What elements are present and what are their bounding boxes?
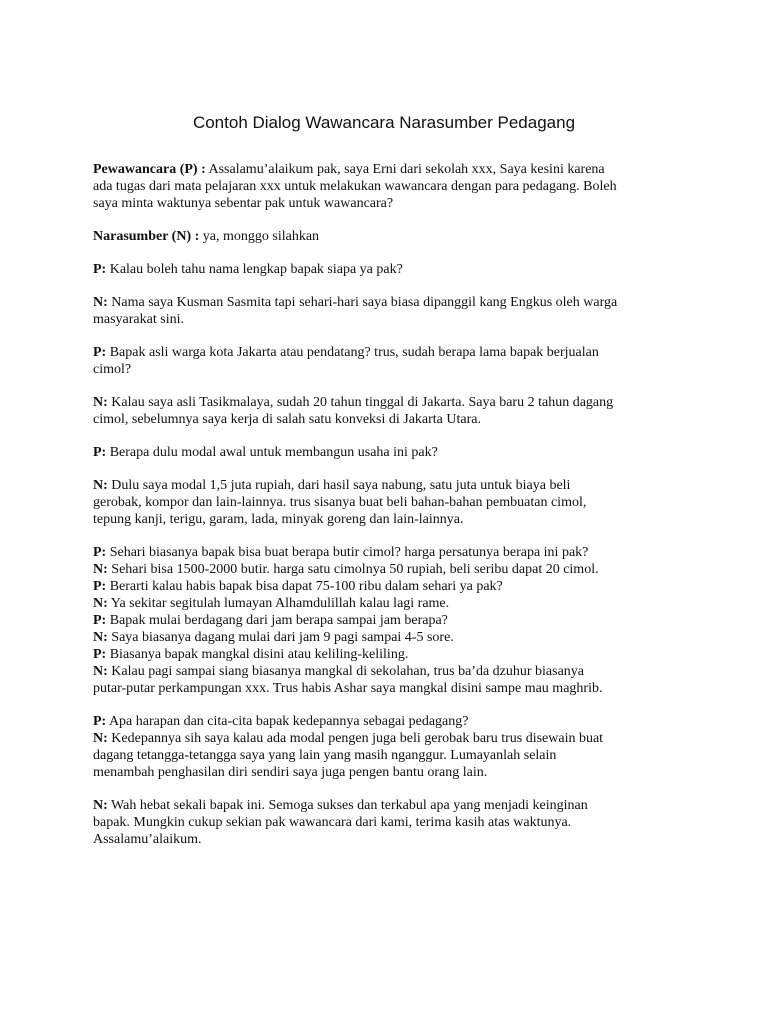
dialog-line — [93, 797, 683, 814]
dialog-text: Assalamu’alaikum pak, saya Erni dari sekolah xxx, Saya kesini karena — [205, 162, 605, 177]
dialog-line — [93, 195, 683, 212]
speaker-label: N: — [93, 664, 108, 679]
speaker-label: P: — [93, 579, 107, 594]
speaker-label: Narasumber (N) : — [93, 229, 200, 244]
dialog-line — [93, 411, 683, 428]
dialog-text: Wah hebat sekali bapak ini. Semoga sukses dan terkabul apa yang menjadi keinginan — [107, 798, 588, 813]
dialog-text: menambah penghasilan diri sendiri saya juga pengen bantu orang lain. — [93, 765, 488, 780]
dialog-paragraph — [93, 444, 683, 461]
dialog-text: Assalamu’alaikum. — [93, 832, 202, 847]
speaker-label: N: — [93, 731, 108, 746]
dialog-text: tepung kanji, terigu, garam, lada, minyak goreng dan lain-lainnya. — [93, 512, 464, 527]
dialog-line — [93, 764, 683, 781]
dialog-text: Sehari biasanya bapak bisa buat berapa butir cimol? harga persatunya berapa ini pak? — [106, 545, 589, 560]
speaker-label: P: — [93, 262, 107, 277]
dialog-text: putar-putar perkampungan xxx. Trus habis Ashar saya mangkal disini sampe mau maghrib. — [93, 681, 603, 696]
dialog-line — [93, 294, 683, 311]
dialog-line — [93, 680, 683, 697]
dialog-line — [93, 814, 683, 831]
dialog-text: Ya sekitar segitulah lumayan Alhamdulillah kalau lagi rame. — [107, 596, 450, 611]
dialog-paragraph — [93, 797, 683, 848]
dialog-line — [93, 663, 683, 680]
dialog-line — [93, 629, 683, 646]
speaker-label: N: — [93, 295, 108, 310]
dialog-text: Apa harapan dan cita-cita bapak kedepannya sebagai pedagang? — [106, 714, 469, 729]
dialog-line — [93, 578, 683, 595]
dialog-line — [93, 394, 683, 411]
dialog-text: gerobak, kompor dan lain-lainnya. trus sisanya buat beli bahan-bahan pembuatan cimol, — [93, 495, 587, 510]
speaker-label: P: — [93, 545, 107, 560]
dialog-text: ada tugas dari mata pelajaran xxx untuk melakukan wawancara dengan para pedagang. Boleh — [93, 179, 617, 194]
dialog-line — [93, 544, 683, 561]
dialog-line — [93, 595, 683, 612]
dialog-line — [93, 561, 683, 578]
dialog-text: cimol? — [93, 362, 132, 377]
dialog-line — [93, 361, 683, 378]
dialog-line — [93, 311, 683, 328]
dialog-text: Kalau saya asli Tasikmalaya, sudah 20 tahun tinggal di Jakarta. Saya baru 2 tahun dagang — [107, 395, 614, 410]
dialog-line — [93, 444, 683, 461]
dialog-line — [93, 494, 683, 511]
speaker-label: P: — [93, 714, 107, 729]
speaker-label: P: — [93, 647, 107, 662]
dialog-text: Kalau pagi sampai siang biasanya mangkal di sekolahan, trus ba’da dzuhur biasanya — [107, 664, 585, 679]
speaker-label: N: — [93, 562, 108, 577]
dialog-line — [93, 344, 683, 361]
speaker-label: N: — [93, 395, 108, 410]
dialog-line — [93, 511, 683, 528]
dialog-text: masyarakat sini. — [93, 312, 184, 327]
dialog-text: Dulu saya modal 1,5 juta rupiah, dari hasil saya nabung, satu juta untuk biaya beli — [107, 478, 571, 493]
dialog-line — [93, 178, 683, 195]
dialog-paragraph — [93, 713, 683, 781]
dialog-text: bapak. Mungkin cukup sekian pak wawancara dari kami, terima kasih atas waktunya. — [93, 815, 572, 830]
speaker-label: Pewawancara (P) : — [93, 162, 206, 177]
dialog-text: Saya biasanya dagang mulai dari jam 9 pagi sampai 4-5 sore. — [107, 630, 454, 645]
dialog-body — [93, 161, 683, 864]
dialog-text: ya, monggo silahkan — [199, 229, 320, 244]
dialog-line — [93, 730, 683, 747]
dialog-text: Sehari bisa 1500-2000 butir. harga satu cimolnya 50 rupiah, beli seribu dapat 20 cimol. — [107, 562, 599, 577]
dialog-paragraph — [93, 161, 683, 212]
speaker-label: N: — [93, 798, 108, 813]
speaker-label: N: — [93, 630, 108, 645]
dialog-paragraph — [93, 477, 683, 528]
dialog-text: Biasanya bapak mangkal disini atau keliling-keliling. — [106, 647, 409, 662]
dialog-text: Berarti kalau habis bapak bisa dapat 75-100 ribu dalam sehari ya pak? — [106, 579, 503, 594]
dialog-text: Bapak mulai berdagang dari jam berapa sampai jam berapa? — [106, 613, 448, 628]
speaker-label: P: — [93, 345, 107, 360]
dialog-line — [93, 713, 683, 730]
dialog-paragraph — [93, 544, 683, 697]
dialog-paragraph — [93, 394, 683, 428]
dialog-text: Nama saya Kusman Sasmita tapi sehari-hari saya biasa dipanggil kang Engkus oleh warga — [107, 295, 618, 310]
dialog-line — [93, 747, 683, 764]
dialog-text: cimol, sebelumnya saya kerja di salah satu konveksi di Jakarta Utara. — [93, 412, 481, 427]
dialog-paragraph — [93, 228, 683, 245]
dialog-text: saya minta waktunya sebentar pak untuk wawancara? — [93, 196, 394, 211]
dialog-text: Bapak asli warga kota Jakarta atau pendatang? trus, sudah berapa lama bapak berjualan — [106, 345, 599, 360]
dialog-text: dagang tetangga-tetangga saya yang lain yang masih nganggur. Lumayanlah selain — [93, 748, 557, 763]
dialog-text: Kalau boleh tahu nama lengkap bapak siapa ya pak? — [106, 262, 403, 277]
dialog-line — [93, 646, 683, 663]
speaker-label: P: — [93, 445, 107, 460]
document-title: Contoh Dialog Wawancara Narasumber Pedagang — [192, 113, 576, 132]
dialog-line — [93, 161, 683, 178]
speaker-label: N: — [93, 596, 108, 611]
dialog-line — [93, 612, 683, 629]
dialog-text: Kedepannya sih saya kalau ada modal pengen juga beli gerobak baru trus disewain buat — [107, 731, 604, 746]
dialog-paragraph — [93, 261, 683, 278]
dialog-line — [93, 477, 683, 494]
speaker-label: P: — [93, 613, 107, 628]
speaker-label: N: — [93, 478, 108, 493]
dialog-paragraph — [93, 344, 683, 378]
dialog-line — [93, 261, 683, 278]
dialog-line — [93, 831, 683, 848]
dialog-text: Berapa dulu modal awal untuk membangun usaha ini pak? — [106, 445, 438, 460]
dialog-paragraph — [93, 294, 683, 328]
dialog-line — [93, 228, 683, 245]
